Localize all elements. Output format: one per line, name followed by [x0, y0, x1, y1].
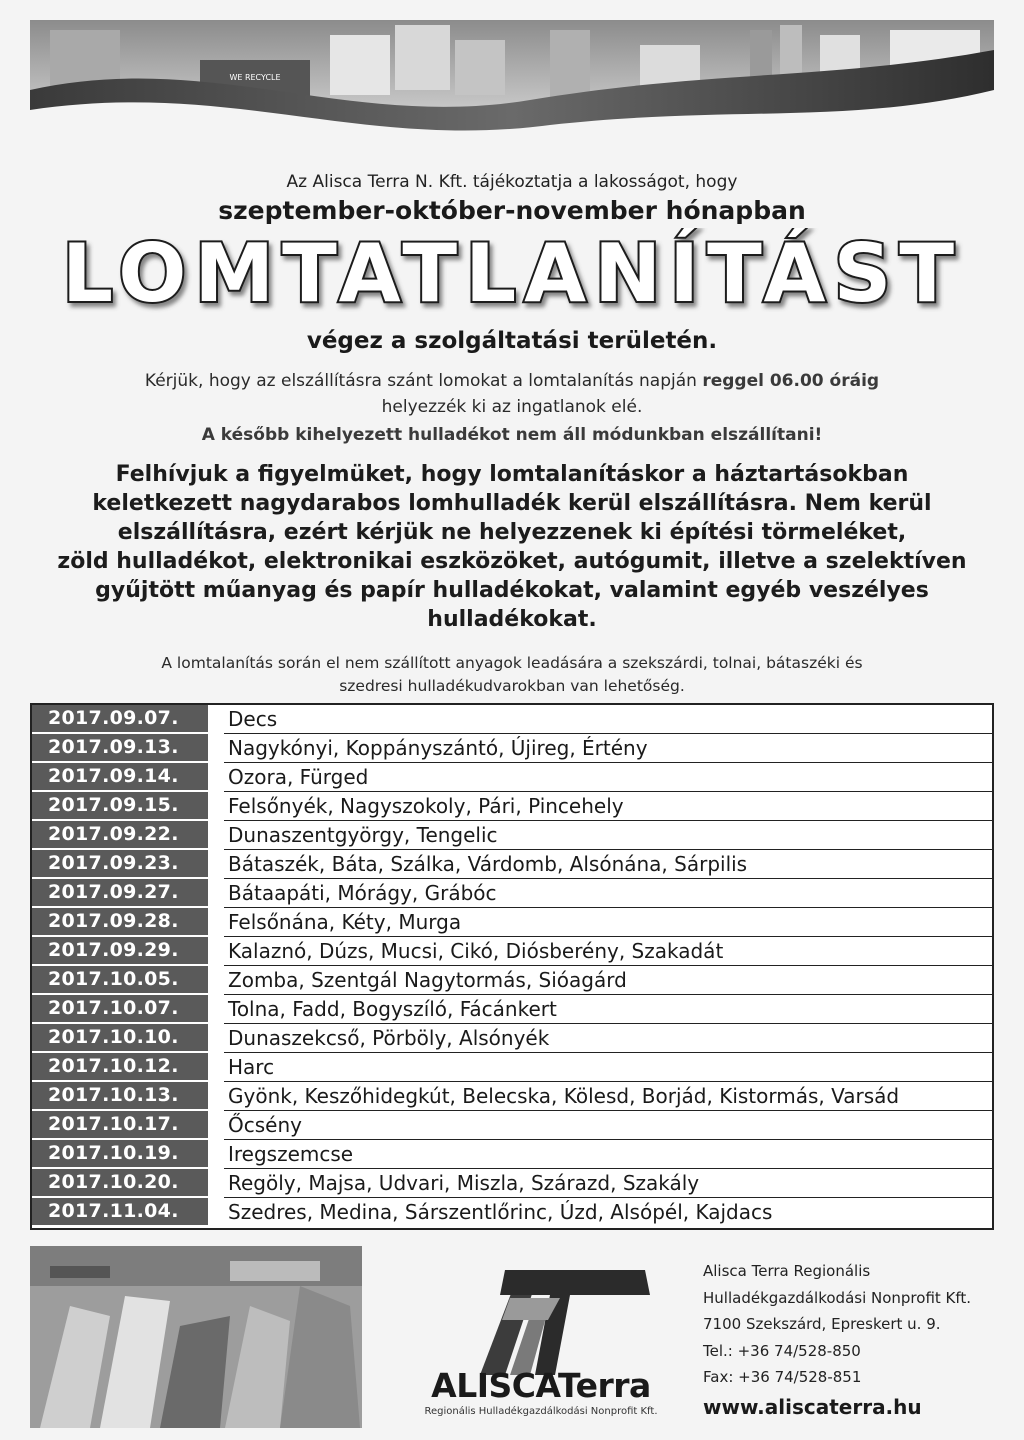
website-link[interactable]: www.aliscaterra.hu — [703, 1395, 922, 1419]
schedule-row — [32, 792, 992, 821]
schedule-date: 2017.10.17. — [32, 1111, 224, 1138]
contact-address: 7100 Szekszárd, Epreskert u. 9. — [703, 1315, 941, 1333]
schedule-date: 2017.10.12. — [32, 1053, 224, 1080]
note-line: A lomtalanítás során el nem szállított anyagok leadására a szekszárdi, tolnai, bátaszéki és — [161, 654, 863, 672]
schedule-row — [32, 1053, 992, 1082]
schedule-separator — [208, 1198, 228, 1225]
schedule-row — [32, 1082, 992, 1111]
schedule-row — [32, 850, 992, 879]
schedule-row — [32, 937, 992, 966]
schedule-places: Nagykónyi, Koppányszántó, Újireg, Értény — [228, 736, 648, 760]
schedule-row — [32, 1169, 992, 1198]
schedule-row — [32, 705, 992, 734]
schedule-date: 2017.09.13. — [32, 734, 224, 761]
schedule-date: 2017.09.23. — [32, 850, 224, 877]
schedule-separator — [208, 1169, 228, 1196]
schedule-row — [32, 821, 992, 850]
schedule-separator — [208, 937, 228, 964]
schedule-places: Harc — [228, 1055, 275, 1079]
schedule-date: 2017.09.29. — [32, 937, 224, 964]
schedule-table — [30, 703, 994, 1230]
schedule-separator — [208, 995, 228, 1022]
schedule-separator — [208, 1111, 228, 1138]
schedule-row — [32, 1140, 992, 1169]
schedule-row — [32, 1111, 992, 1140]
schedule-date: 2017.09.27. — [32, 879, 224, 906]
schedule-date: 2017.09.07. — [32, 705, 224, 732]
schedule-row — [32, 1024, 992, 1053]
schedule-places: Felsőnyék, Nagyszokoly, Pári, Pincehely — [228, 794, 624, 818]
notice-paragraph — [40, 460, 984, 634]
schedule-places: Dunaszentgyörgy, Tengelic — [228, 823, 498, 847]
schedule-separator — [208, 821, 228, 848]
schedule-separator — [208, 879, 228, 906]
schedule-places: Zomba, Szentgál Nagytormás, Sióagárd — [228, 968, 627, 992]
schedule-date: 2017.10.13. — [32, 1082, 224, 1109]
brand-name — [416, 1366, 666, 1405]
schedule-places: Regöly, Majsa, Udvari, Miszla, Szárazd, Szakály — [228, 1171, 700, 1195]
contact-fax: Fax: +36 74/528-851 — [703, 1368, 862, 1386]
schedule-date: 2017.10.20. — [32, 1169, 224, 1196]
headline-lomtatlanitast — [52, 228, 972, 318]
intro-text: Az Alisca Terra N. Kft. tájékoztatja a lakosságot, hogy — [286, 172, 738, 192]
contact-block — [703, 1258, 1003, 1391]
schedule-date: 2017.10.05. — [32, 966, 224, 993]
schedule-separator — [208, 1053, 228, 1080]
schedule-date: 2017.09.22. — [32, 821, 224, 848]
schedule-row — [32, 734, 992, 763]
schedule-date: 2017.11.04. — [32, 1198, 224, 1225]
schedule-row — [32, 995, 992, 1024]
bulky-waste-photo — [30, 1246, 362, 1428]
note-line: szedresi hulladékudvarokban van lehetőség. — [339, 677, 685, 695]
schedule-places: Bátaszék, Báta, Szálka, Várdomb, Alsónána, Sárpilis — [228, 852, 748, 876]
banner-image — [30, 20, 994, 165]
instruction-warning: A később kihelyezett hulladékot nem áll módunkban elszállítani! — [201, 425, 823, 445]
schedule-row — [32, 1198, 992, 1227]
brand-subtitle: Regionális Hulladékgazdálkodási Nonprofit Kft. — [424, 1406, 658, 1417]
contact-company-line-2: Hulladékgazdálkodási Nonprofit Kft. — [703, 1288, 972, 1307]
schedule-date: 2017.10.19. — [32, 1140, 224, 1167]
months-heading: szeptember-október-november hónapban — [218, 196, 806, 225]
recycle-bin-label: WE RECYCLE — [229, 73, 281, 82]
headline-text: LOMTATLANÍTÁST — [62, 228, 961, 318]
schedule-places: Őcsény — [228, 1113, 302, 1137]
schedule-places: Decs — [228, 707, 278, 731]
instruction-line-1-text: Kérjük, hogy az elszállításra szánt lomokat a lomtalanítás napján — [144, 371, 703, 391]
schedule-row — [32, 966, 992, 995]
contact-phone: Tel.: +36 74/528-850 — [703, 1341, 861, 1360]
schedule-row — [32, 763, 992, 792]
schedule-separator — [208, 792, 228, 819]
schedule-separator — [208, 1024, 228, 1051]
schedule-places: Ozora, Fürged — [228, 765, 369, 789]
schedule-row — [32, 908, 992, 937]
schedule-separator — [208, 966, 228, 993]
schedule-places: Szedres, Medina, Sárszentlőrinc, Úzd, Alsópél, Kajdacs — [228, 1200, 773, 1224]
schedule-places: Kalaznó, Dúzs, Mucsi, Cikó, Diósberény, Szakadát — [228, 939, 724, 963]
waste-yard-note — [60, 652, 964, 698]
instruction-time: reggel 06.00 óráig — [702, 371, 880, 391]
notice-line: gyűjtött műanyag és papír hulladékokat, valamint egyéb veszélyes — [95, 578, 929, 603]
schedule-separator — [208, 763, 228, 790]
contact-company-line-1: Alisca Terra Regionális — [703, 1262, 871, 1280]
notice-line: hulladékokat. — [427, 607, 597, 632]
notice-line: elszállításra, ezért kérjük ne helyezzenek ki építési törmeléket, — [117, 520, 907, 545]
schedule-places: Dunaszekcső, Pörböly, Alsónyék — [228, 1026, 550, 1050]
instruction-line-1 — [0, 371, 1024, 391]
schedule-places: Gyönk, Keszőhidegkút, Belecska, Kölesd, Borjád, Kistormás, Varsád — [228, 1084, 900, 1108]
schedule-places: Iregszemcse — [228, 1142, 354, 1166]
schedule-separator — [208, 1082, 228, 1109]
brand-name-part-2: Terra — [557, 1366, 651, 1405]
notice-line: Felhívjuk a figyelmüket, hogy lomtalanításkor a háztartásokban — [115, 462, 909, 487]
schedule-places: Tolna, Fadd, Bogyszíló, Fácánkert — [228, 997, 557, 1021]
brand-name-part-1: ALISCA — [431, 1366, 558, 1405]
schedule-date: 2017.10.10. — [32, 1024, 224, 1051]
schedule-separator — [208, 705, 228, 732]
schedule-date: 2017.09.28. — [32, 908, 224, 935]
schedule-date: 2017.10.07. — [32, 995, 224, 1022]
alisca-terra-logo — [410, 1250, 670, 1380]
schedule-separator — [208, 734, 228, 761]
schedule-row — [32, 879, 992, 908]
schedule-date: 2017.09.15. — [32, 792, 224, 819]
instruction-line-2: helyezzék ki az ingatlanok elé. — [381, 397, 643, 417]
schedule-date: 2017.09.14. — [32, 763, 224, 790]
schedule-places: Bátaapáti, Mórágy, Grábóc — [228, 881, 497, 905]
schedule-separator — [208, 1140, 228, 1167]
schedule-separator — [208, 850, 228, 877]
served-area-text: végez a szolgáltatási területén. — [306, 328, 718, 354]
schedule-separator — [208, 908, 228, 935]
notice-line: zöld hulladékot, elektronikai eszközöket, autógumit, illetve a szelektíven — [57, 549, 967, 574]
schedule-places: Felsőnána, Kéty, Murga — [228, 910, 462, 934]
notice-line: keletkezett nagydarabos lomhulladék kerül elszállításra. Nem kerül — [92, 491, 932, 516]
